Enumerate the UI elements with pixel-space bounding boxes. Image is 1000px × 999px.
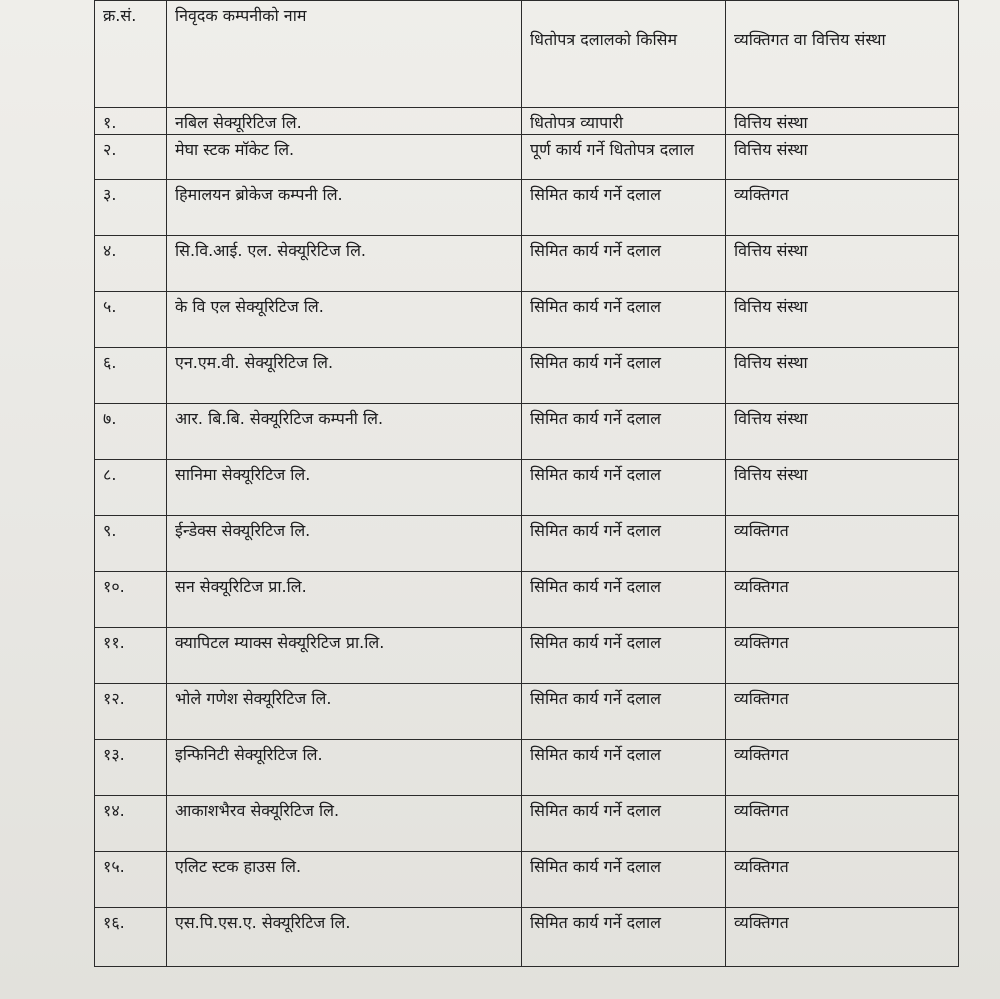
entity-type: वित्तिय संस्था	[726, 460, 959, 516]
company-name: एन.एम.वी. सेक्यूरिटिज लि.	[167, 348, 522, 404]
broker-table	[94, 0, 959, 967]
serial-number: १३.	[95, 740, 167, 796]
company-name: हिमालयन ब्रोकेज कम्पनी लि.	[167, 180, 522, 236]
broker-type: सिमित कार्य गर्ने दलाल	[522, 404, 726, 460]
broker-type: सिमित कार्य गर्ने दलाल	[522, 908, 726, 967]
entity-type: वित्तिय संस्था	[726, 236, 959, 292]
company-name: आकाशभैरव सेक्यूरिटिज लि.	[167, 796, 522, 852]
entity-type: व्यक्तिगत	[726, 852, 959, 908]
table-row	[95, 135, 959, 180]
entity-type: वित्तिय संस्था	[726, 404, 959, 460]
header-broker-type: धितोपत्र दलालको किसिम	[522, 1, 726, 108]
header-serial-number: क्र.सं.	[95, 1, 167, 108]
serial-number: ५.	[95, 292, 167, 348]
table-row	[95, 908, 959, 967]
broker-type: सिमित कार्य गर्ने दलाल	[522, 628, 726, 684]
broker-type: सिमित कार्य गर्ने दलाल	[522, 236, 726, 292]
serial-number: १५.	[95, 852, 167, 908]
entity-type: वित्तिय संस्था	[726, 292, 959, 348]
broker-type: सिमित कार्य गर्ने दलाल	[522, 516, 726, 572]
company-name: ईन्डेक्स सेक्यूरिटिज लि.	[167, 516, 522, 572]
broker-type: सिमित कार्य गर्ने दलाल	[522, 292, 726, 348]
table-row	[95, 684, 959, 740]
broker-type: सिमित कार्य गर्ने दलाल	[522, 180, 726, 236]
entity-type: वित्तिय संस्था	[726, 135, 959, 180]
serial-number: ३.	[95, 180, 167, 236]
company-name: भोले गणेश सेक्यूरिटिज लि.	[167, 684, 522, 740]
broker-type: सिमित कार्य गर्ने दलाल	[522, 796, 726, 852]
broker-type: सिमित कार्य गर्ने दलाल	[522, 684, 726, 740]
entity-type: व्यक्तिगत	[726, 572, 959, 628]
table-row	[95, 236, 959, 292]
company-name: सन सेक्यूरिटिज प्रा.लि.	[167, 572, 522, 628]
entity-type: व्यक्तिगत	[726, 740, 959, 796]
table-row	[95, 404, 959, 460]
table-row	[95, 292, 959, 348]
company-name: मेघा स्टक मॉकेट लि.	[167, 135, 522, 180]
table-row	[95, 108, 959, 135]
table-row	[95, 460, 959, 516]
serial-number: १०.	[95, 572, 167, 628]
header-company-name: निवृदक कम्पनीको नाम	[167, 1, 522, 108]
broker-type: सिमित कार्य गर्ने दलाल	[522, 740, 726, 796]
serial-number: १.	[95, 108, 167, 135]
broker-type: सिमित कार्य गर्ने दलाल	[522, 572, 726, 628]
serial-number: ८.	[95, 460, 167, 516]
serial-number: ११.	[95, 628, 167, 684]
company-name: इन्फिनिटी सेक्यूरिटिज लि.	[167, 740, 522, 796]
company-name: एलिट स्टक हाउस लि.	[167, 852, 522, 908]
serial-number: ७.	[95, 404, 167, 460]
table-row	[95, 348, 959, 404]
company-name: सानिमा सेक्यूरिटिज लि.	[167, 460, 522, 516]
company-name: आर. बि.बि. सेक्यूरिटिज कम्पनी लि.	[167, 404, 522, 460]
entity-type: व्यक्तिगत	[726, 908, 959, 967]
header-entity-type: व्यक्तिगत वा वित्तिय संस्था	[726, 1, 959, 108]
table-header-row	[95, 1, 959, 108]
table-row	[95, 852, 959, 908]
company-name: सि.वि.आई. एल. सेक्यूरिटिज लि.	[167, 236, 522, 292]
broker-type: सिमित कार्य गर्ने दलाल	[522, 852, 726, 908]
company-name: के वि एल सेक्यूरिटिज लि.	[167, 292, 522, 348]
broker-type: सिमित कार्य गर्ने दलाल	[522, 348, 726, 404]
serial-number: २.	[95, 135, 167, 180]
table-row	[95, 740, 959, 796]
entity-type: वित्तिय संस्था	[726, 348, 959, 404]
broker-type: सिमित कार्य गर्ने दलाल	[522, 460, 726, 516]
serial-number: १२.	[95, 684, 167, 740]
company-name: नबिल सेक्यूरिटिज लि.	[167, 108, 522, 135]
entity-type: व्यक्तिगत	[726, 796, 959, 852]
entity-type: व्यक्तिगत	[726, 180, 959, 236]
company-name: एस.पि.एस.ए. सेक्यूरिटिज लि.	[167, 908, 522, 967]
entity-type: व्यक्तिगत	[726, 516, 959, 572]
entity-type: व्यक्तिगत	[726, 684, 959, 740]
serial-number: ९.	[95, 516, 167, 572]
broker-type: पूर्ण कार्य गर्ने धितोपत्र दलाल	[522, 135, 726, 180]
table-row	[95, 180, 959, 236]
entity-type: वित्तिय संस्था	[726, 108, 959, 135]
table-row	[95, 628, 959, 684]
entity-type: व्यक्तिगत	[726, 628, 959, 684]
serial-number: १६.	[95, 908, 167, 967]
serial-number: १४.	[95, 796, 167, 852]
serial-number: ४.	[95, 236, 167, 292]
table-row	[95, 796, 959, 852]
serial-number: ६.	[95, 348, 167, 404]
broker-type: धितोपत्र व्यापारी	[522, 108, 726, 135]
company-name: क्यापिटल म्याक्स सेक्यूरिटिज प्रा.लि.	[167, 628, 522, 684]
table-row	[95, 572, 959, 628]
table-row	[95, 516, 959, 572]
